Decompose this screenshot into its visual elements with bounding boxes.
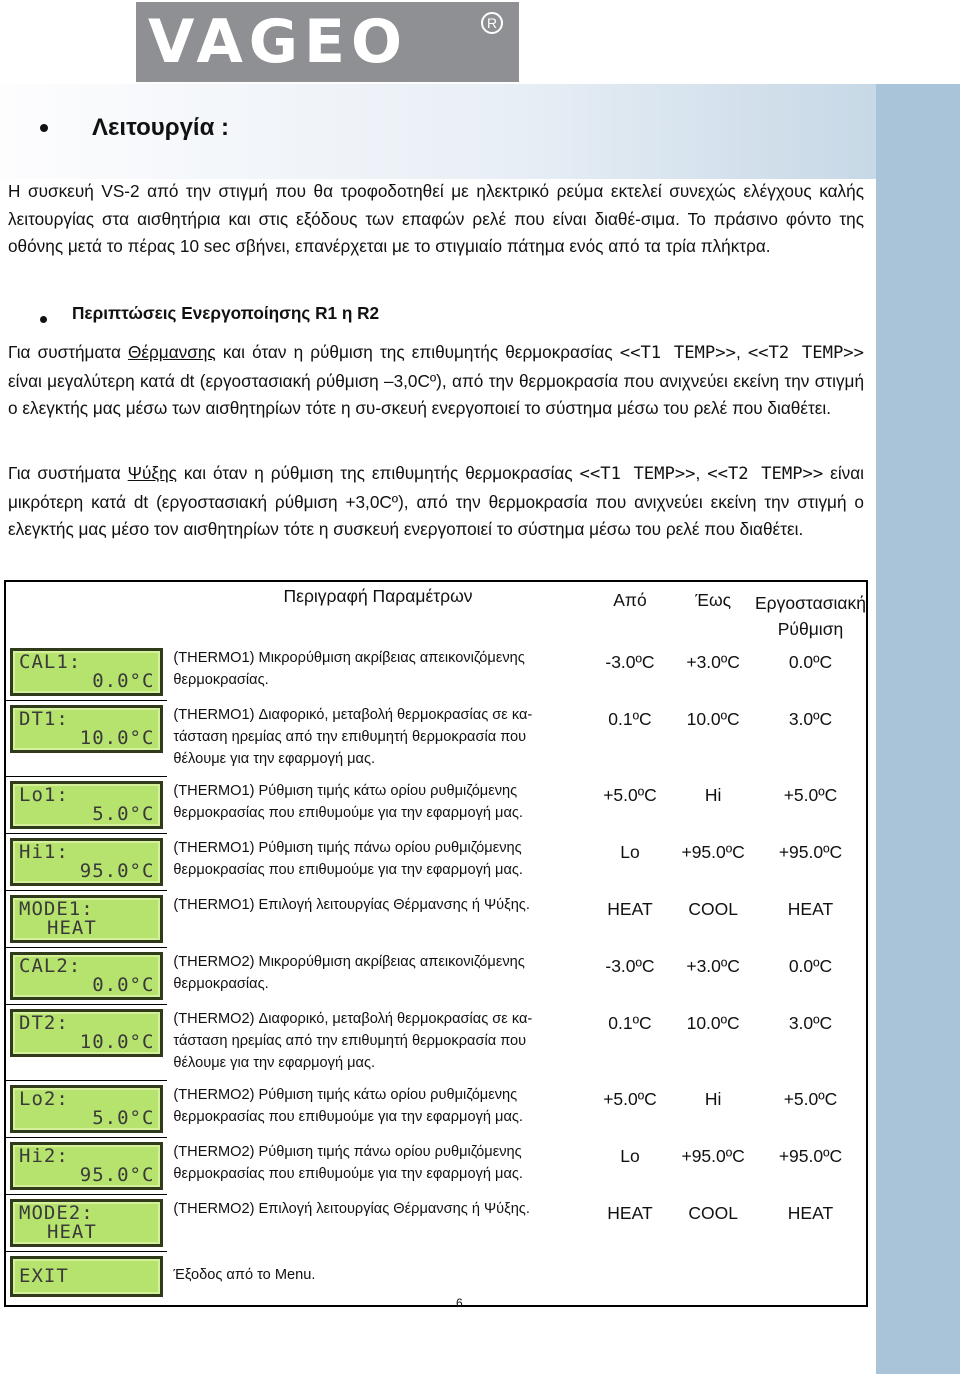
param-to: 10.0ºC	[686, 708, 740, 729]
lcd-display: CAL2: 0.0°C	[10, 952, 163, 1000]
param-factory: 0.0ºC	[755, 948, 867, 1005]
param-to: Hi	[704, 784, 722, 805]
param-from: -3.0ºC	[605, 955, 655, 976]
lcd-display: DT2: 10.0°C	[10, 1009, 163, 1057]
registered-mark-icon: R	[481, 12, 503, 34]
table-row	[5, 834, 867, 891]
param-description: (THERMO2) Ρύθμιση τιμής πάνω ορίου ρυθμιζόμενης θερμοκρασίας που επιθυμούμε για την εφαρμογή μας.	[173, 1143, 523, 1182]
param-from: Lo	[620, 1145, 640, 1166]
param-description: (THERMO1) Διαφορικό, μεταβολή θερμοκρασίας σε κα-τάσταση ηρεμίας από την επιθυμητή θερμοκρασία που θέλουμε για την εφαρμογή μας.	[173, 706, 533, 767]
table-row	[5, 1081, 867, 1138]
lcd-display: CAL1: 0.0°C	[10, 648, 163, 696]
param-factory: 0.0ºC	[755, 644, 867, 701]
param-factory: HEAT	[755, 1195, 867, 1252]
param-from: -3.0ºC	[605, 652, 655, 672]
lcd-display: Lo2: 5.0°C	[10, 1085, 163, 1133]
param-to: Hi	[704, 1088, 722, 1109]
heating-term: Θέρμανσης	[128, 342, 216, 362]
table-row	[5, 1138, 867, 1195]
param-from: 0.1ºC	[608, 708, 652, 729]
param-description: (THERMO1) Ρύθμιση τιμής πάνω ορίου ρυθμιζόμενης θερμοκρασίας που επιθυμούμε για την εφαρμογή μας.	[173, 839, 523, 878]
param-to: +3.0ºC	[686, 955, 740, 976]
vageo-logo	[136, 2, 519, 82]
lcd-display: Hi1: 95.0°C	[10, 838, 163, 886]
param-to: +95.0ºC	[681, 841, 745, 862]
param-from: HEAT	[607, 898, 653, 919]
param-to: COOL	[688, 898, 738, 919]
decorative-sidebar	[876, 84, 960, 1374]
bullet-icon	[40, 124, 48, 132]
param-description: (THERMO1) Ρύθμιση τιμής κάτω ορίου ρυθμιζόμενης θερμοκρασίας που επιθυμούμε για την εφαρμογή μας.	[173, 782, 523, 821]
param-from: 0.1ºC	[608, 1012, 652, 1033]
param-factory: +95.0ºC	[755, 1138, 867, 1195]
param-factory: HEAT	[755, 891, 867, 948]
param-to: 10.0ºC	[686, 1012, 740, 1033]
header-from: Από	[589, 581, 672, 644]
param-description: (THERMO2) Διαφορικό, μεταβολή θερμοκρασίας σε κα-τάσταση ηρεμίας από την επιθυμητή θερμοκρασία που θέλουμε για την εφαρμογή μας.	[173, 1010, 533, 1071]
table-row	[5, 777, 867, 834]
param-factory: +5.0ºC	[755, 777, 867, 834]
param-factory: +95.0ºC	[755, 834, 867, 891]
param-description: (THERMO2) Ρύθμιση τιμής κάτω ορίου ρυθμιζόμενης θερμοκρασίας που επιθυμούμε για την εφαρμογή μας.	[173, 1086, 523, 1125]
param-from: Lo	[620, 841, 640, 862]
param-factory: 3.0ºC	[755, 701, 867, 777]
cooling-paragraph: Για συστήματα Ψύξης και όταν η ρύθμιση της επιθυμητής θερμοκρασίας <<T1 TEMP>>, <<T2 TEMP>> είναι μικρότερη κατά dt (εργοστασιακή ρύθμιση +3,0Cº), από την θερμοκρασία που ανιχνεύει εκείνη την στιγμή ο ελεγκτής μας μέσο τον αισθητηρίων τότε η συσκευή ενεργοποιεί το σύστημα μέσω του ρελέ που διαθέτει.	[8, 463, 864, 539]
table-row	[5, 701, 867, 777]
table-row	[5, 1195, 867, 1252]
table-row	[5, 1005, 867, 1081]
table-row	[5, 1252, 867, 1306]
lcd-display: DT1: 10.0°C	[10, 705, 163, 753]
heating-paragraph: Για συστήματα Θέρμανσης και όταν η ρύθμιση της επιθυμητής θερμοκρασίας <<T1 TEMP>>, <<T2 TEMP>> είναι μεγαλύτερη κατά dt (εργοστασιακή ρύθμιση –3,0Cº), από την θερμοκρασία που ανιχνεύει εκείνη την στιγμή ο ελεγκτής μας μέσω των αισθητηρίων τότε η συ-σκευή ενεργοποιεί το σύστημα μέσω του ρελέ που διαθέτει.	[8, 342, 864, 418]
param-factory: +5.0ºC	[755, 1081, 867, 1138]
param-description: Έξοδος από το Menu.	[167, 1252, 588, 1306]
lcd-display: Hi2: 95.0°C	[10, 1142, 163, 1190]
header-description: Περιγραφή Παραμέτρων	[167, 581, 588, 644]
header-to: Έως	[671, 581, 755, 644]
bullet-icon	[40, 316, 47, 323]
table-header-row	[5, 581, 867, 644]
param-description: (THERMO2) Μικρορύθμιση ακρίβειας απεικονιζόμενης θερμοκρασίας.	[173, 953, 525, 992]
lcd-display: MODE2: HEAT	[10, 1199, 163, 1247]
page-number: 6	[456, 1296, 463, 1310]
param-to: COOL	[688, 1202, 738, 1223]
section-title: Λειτουργία :	[92, 114, 230, 141]
intro-paragraph: Η συσκευή VS-2 από την στιγμή που θα τροφοδοτηθεί με ηλεκτρικό ρεύμα εκτελεί συνεχώς ελέγχους καλής λειτουργίας στα αισθητήρια και στις εξόδους των επαφών ρελέ που είναι διαθέ-σιμα. Το πράσινο φόντο της οθόνης μετά το πέρας 10 sec σβήνει, επανέρχεται με το στιγμιαίο πάτημα ενός από τα τρία πλήκτρα.	[8, 181, 864, 256]
lcd-display: Lo1: 5.0°C	[10, 781, 163, 829]
param-from: +5.0ºC	[603, 1088, 657, 1109]
logo-wordmark: VAGEO	[148, 7, 409, 77]
table-row	[5, 891, 867, 948]
cooling-term: Ψύξης	[127, 463, 177, 483]
lcd-display: EXIT	[10, 1256, 163, 1297]
param-factory: 3.0ºC	[755, 1005, 867, 1081]
parameters-table	[4, 580, 868, 1307]
param-to: +95.0ºC	[681, 1145, 745, 1166]
table-row	[5, 644, 867, 701]
param-to: +3.0ºC	[686, 652, 740, 672]
param-description: (THERMO2) Επιλογή λειτουργίας Θέρμανσης ή Ψύξης.	[173, 1200, 530, 1217]
subsection-title: Περιπτώσεις Ενεργοποίησης R1 η R2	[72, 303, 380, 323]
param-from: HEAT	[607, 1202, 653, 1223]
param-description: (THERMO1) Μικρορύθμιση ακρίβειας απεικονιζόμενης θερμοκρασίας.	[173, 650, 525, 688]
table-row	[5, 948, 867, 1005]
header-factory: Εργοστασιακή Ρύθμιση	[755, 581, 867, 644]
param-description: (THERMO1) Επιλογή λειτουργίας Θέρμανσης ή Ψύξης.	[173, 896, 530, 913]
param-from: +5.0ºC	[603, 784, 657, 805]
lcd-display: MODE1: HEAT	[10, 895, 163, 943]
